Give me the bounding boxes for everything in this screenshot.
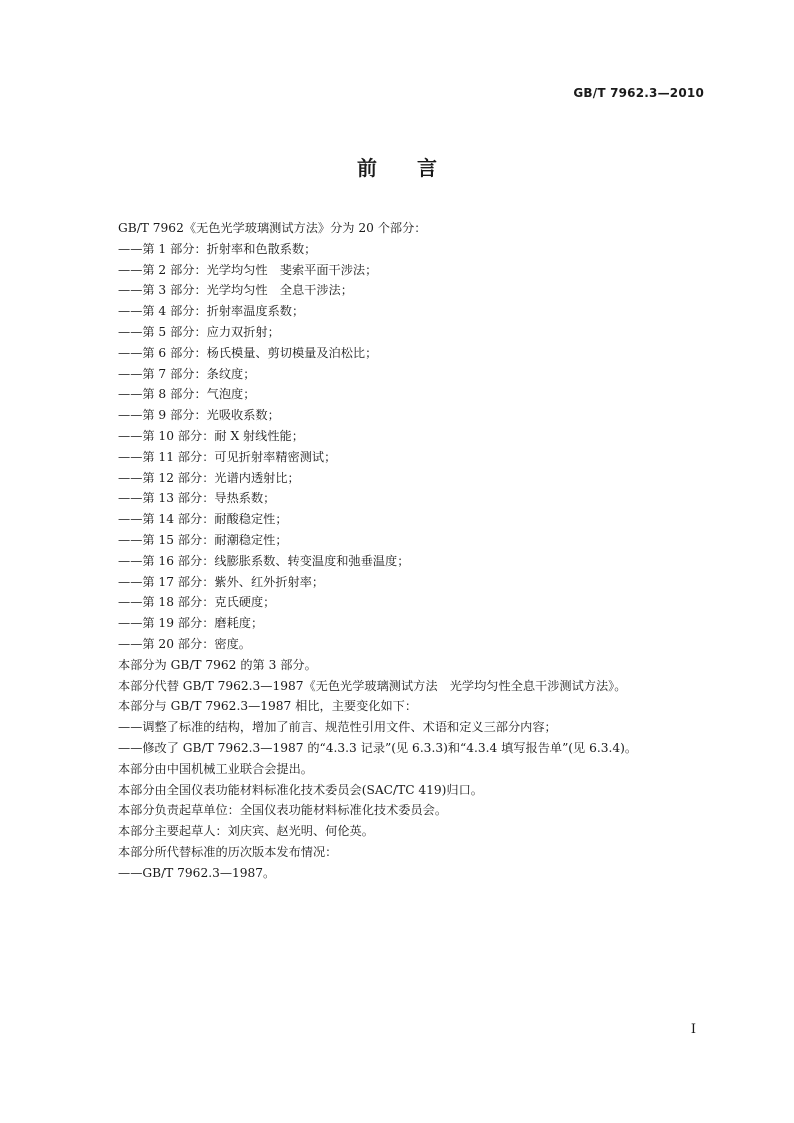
change-list-item: ——修改了 GB/T 7962.3—1987 的“4.3.3 记录”(见 6.3.3)和“4.3.4 填写报告单”(见 6.3.4)。 [118,740,638,755]
paragraph-line: 本部分主要起草人：刘庆宾、赵光明、何伦英。 [118,824,374,839]
part-list-item: ——第 13 部分：导热系数； [118,491,276,506]
page-title: 前 言 [357,156,437,180]
part-list-item: ——第 17 部分：紫外、红外折射率； [118,574,325,589]
part-list-item: ——第 6 部分：杨氏模量、剪切模量及泊松比； [118,345,378,360]
part-list-item: ——第 20 部分：密度。 [118,636,251,651]
part-list-item: ——第 12 部分：光谱内透射比； [118,470,300,485]
paragraph-line: 本部分与 GB/T 7962.3—1987 相比，主要变化如下： [118,699,418,714]
paragraph-line: 本部分由中国机械工业联合会提出。 [118,761,313,776]
paragraph-line: 本部分由全国仪表功能材料标准化技术委员会(SAC/TC 419)归口。 [118,782,483,797]
part-list-item: ——第 1 部分：折射率和色散系数； [118,241,317,256]
paragraph-line: 本部分所代替标准的历次版本发布情况： [118,844,338,859]
part-list-item: ——第 3 部分：光学均匀性 全息干涉法； [118,283,353,298]
part-list-item: ——第 5 部分：应力双折射； [118,324,280,339]
part-list-item: ——第 16 部分：线膨胀系数、转变温度和弛垂温度； [118,553,410,568]
version-history-item: ——GB/T 7962.3—1987。 [118,865,276,880]
paragraph-line: 本部分负责起草单位：全国仪表功能材料标准化技术委员会。 [118,803,448,818]
part-list-item: ——第 7 部分：条纹度； [118,366,256,381]
page-number: I [690,1022,696,1037]
paragraph-line: 本部分代替 GB/T 7962.3—1987《无色光学玻璃测试方法 光学均匀性全息干涉测试方法》。 [118,678,627,693]
part-list-item: ——第 14 部分：耐酸稳定性； [118,512,288,527]
part-list-item: ——第 9 部分：光吸收系数； [118,408,280,423]
paragraph-line: 本部分为 GB/T 7962 的第 3 部分。 [118,657,317,672]
part-list-item: ——第 15 部分：耐潮稳定性； [118,532,288,547]
standard-code: GB/T 7962.3—2010 [573,86,704,100]
part-list-item: ——第 2 部分：光学均匀性 斐索平面干涉法； [118,262,378,277]
change-list-item: ——调整了标准的结构，增加了前言、规范性引用文件、术语和定义三部分内容； [118,720,557,735]
part-list-item: ——第 18 部分：克氏硬度； [118,595,276,610]
part-list-item: ——第 11 部分：可见折射率精密测试； [118,449,337,464]
part-list-item: ——第 19 部分：磨耗度； [118,616,264,631]
part-list-item: ——第 8 部分：气泡度； [118,387,256,402]
part-list-item: ——第 4 部分：折射率温度系数； [118,304,305,319]
part-list-item: ——第 10 部分：耐 X 射线性能； [118,428,304,443]
intro-line: GB/T 7962《无色光学玻璃测试方法》分为 20 个部分： [118,221,427,235]
foreword-body [118,218,718,884]
